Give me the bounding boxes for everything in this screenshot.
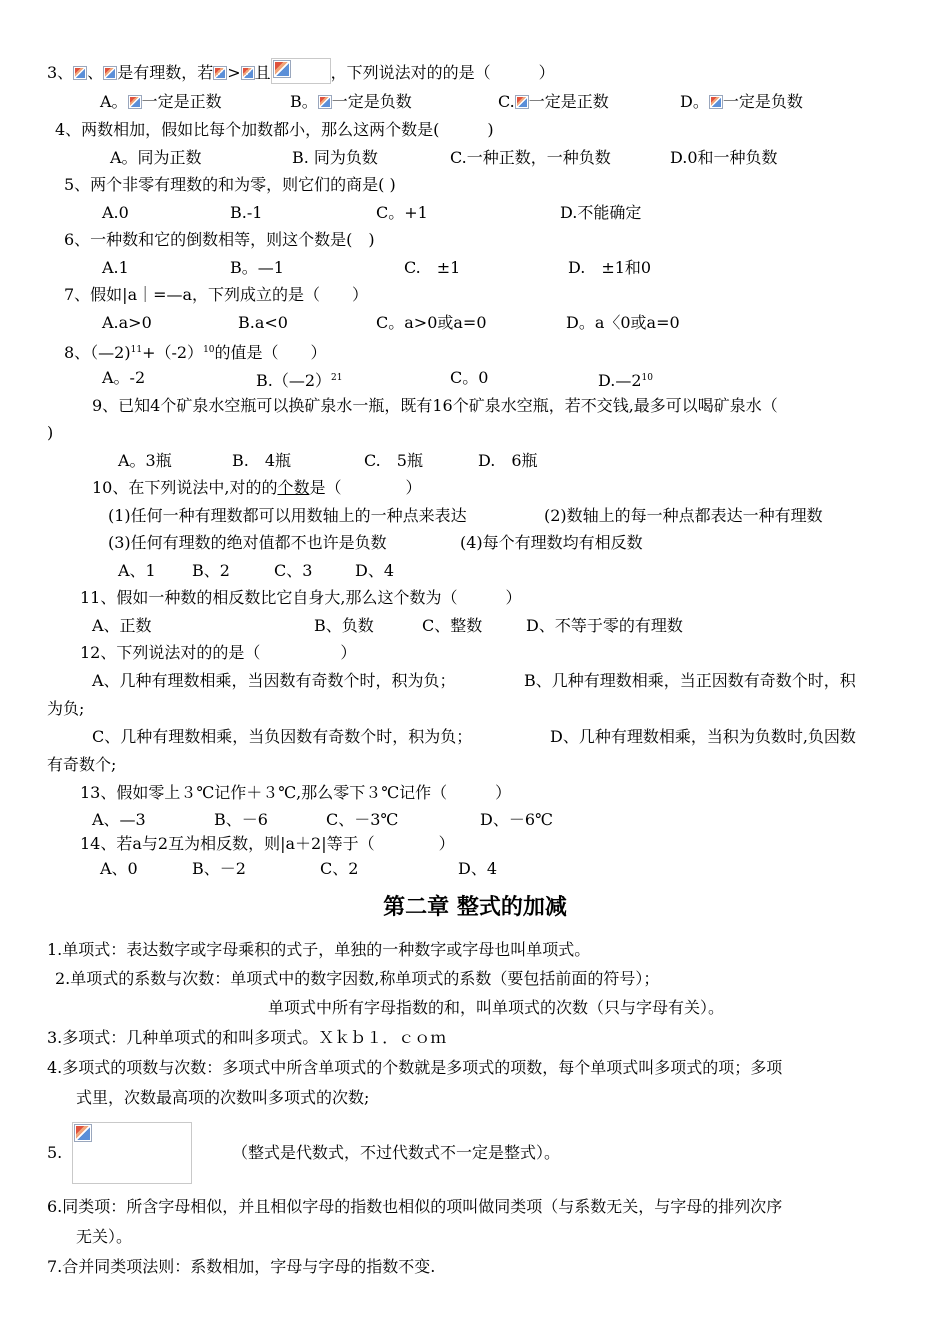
q7-option-c: C。a>0或a=0	[376, 313, 487, 332]
q9-option-b: B. 4瓶	[232, 451, 292, 470]
exponent: 10	[203, 345, 215, 355]
q12-option-c: C、几种有理数相乘，当负因数有奇数个时，积为负；	[92, 727, 473, 746]
q4-option-d: D.0和一种负数	[670, 148, 778, 167]
q8-stem: 8、$(—2)^{11}+(-2)^{10}$的值是（ ）	[64, 343, 327, 362]
q3-gt: >	[227, 63, 241, 82]
ch2-point-7: 7.合并同类项法则：系数相加，字母与字母的指数不变.	[47, 1257, 436, 1276]
ch2-point-6-cont: 无关）。	[76, 1227, 133, 1246]
q10-option-a: A、1	[118, 561, 156, 580]
q3-sep: 、	[87, 63, 104, 82]
q3-text-1: 是有理数，若	[117, 63, 214, 82]
q11-stem: 11、假如一种数的相反数比它自身大,那么这个数为（ ）	[80, 588, 522, 607]
q13-option-c: C、－3℃	[326, 810, 399, 829]
q13-stem: 13、假如零上３℃记作＋３℃,那么零下３℃记作（ ）	[80, 783, 512, 802]
q9-option-c: C. 5瓶	[364, 451, 423, 470]
broken-image-icon	[273, 60, 291, 78]
broken-image-icon	[103, 66, 117, 80]
broken-image-icon	[213, 66, 227, 80]
q6-stem: 6、一种数和它的倒数相等，则这个数是( )	[64, 230, 375, 249]
ch2-point-1: 1.单项式：表达数字或字母乘积的式子，单独的一种数字或字母也叫单项式。	[47, 940, 591, 959]
broken-image-icon	[73, 66, 87, 80]
q9-option-d: D. 6瓶	[478, 451, 538, 470]
q14-stem: 14、若a与2互为相反数，则|a＋2|等于（ ）	[80, 834, 455, 853]
chapter-title: 第二章 整式的加减	[383, 895, 567, 920]
q14-option-d: D、4	[458, 859, 498, 878]
q13-option-b: B、－6	[214, 810, 268, 829]
q4-option-b: B. 同为负数	[292, 148, 378, 167]
q12-option-d-cont: 有奇数个;	[47, 755, 117, 774]
q10-statement-3: (3)任何有理数的绝对值都不也许是负数	[108, 533, 387, 552]
q14-option-b: B、－2	[192, 859, 246, 878]
q12-option-b-cont: 为负;	[47, 699, 85, 718]
q13-option-a: A、—3	[92, 810, 146, 829]
q3-option-a: A。 一定是正数	[100, 92, 222, 111]
q10-statement-4: (4)每个有理数均有相反数	[460, 533, 643, 552]
ch2-point-2: 2.单项式的系数与次数：单项式中的数字因数,称单项式的系数（要包括前面的符号）；	[55, 969, 660, 988]
q9-stem: 9、已知4个矿泉水空瓶可以换矿泉水一瓶，既有16个矿泉水空瓶，若不交钱,最多可以喝矿泉水（	[92, 396, 778, 415]
ch2-point-5-number: 5.	[47, 1143, 63, 1162]
exponent: 11	[130, 345, 143, 355]
ch2-point-2-cont: 单项式中所有字母指数的和，叫单项式的次数（只与字母有关）。	[268, 998, 725, 1017]
q5-option-b: B.-1	[230, 203, 263, 222]
q7-option-d: D。a〈0或a=0	[566, 313, 680, 332]
ch2-point-5: （整式是代数式，不过代数式不一定是整式）。	[232, 1143, 561, 1162]
ch2-point-4-cont: 式里，次数最高项的次数叫多项式的次数;	[76, 1088, 370, 1107]
q10-option-d: D、4	[355, 561, 395, 580]
q7-option-a: A.a>0	[102, 313, 152, 332]
q3-stem	[47, 58, 555, 84]
q13-option-d: D、－6℃	[480, 810, 553, 829]
q11-option-c: C、整数	[422, 616, 483, 635]
q12-option-d: D、几种有理数相乘，当积为负数时,负因数	[550, 727, 856, 746]
q14-option-c: C、2	[320, 859, 359, 878]
q8-option-d: $D.—2^{10}$	[598, 371, 653, 390]
q3-number: 3、	[47, 63, 74, 82]
q11-option-a: A、正数	[92, 616, 152, 635]
q6-option-d: D. ±1和0	[568, 258, 652, 277]
broken-image-icon	[74, 1124, 92, 1142]
q9-option-a: A。3瓶	[118, 451, 172, 470]
q6-option-c: C. ±1	[404, 258, 461, 277]
q12-option-b: B、几种有理数相乘，当正因数有奇数个时，积	[524, 671, 856, 690]
q10-stem: 10、在下列说法中,对的的个数是（ ）	[92, 478, 422, 497]
broken-image-icon	[709, 95, 723, 109]
q5-option-a: A.0	[102, 203, 129, 222]
q10-option-c: C、3	[274, 561, 313, 580]
q5-option-d: D.不能确定	[560, 203, 642, 222]
q8-option-b: B.（—2）$^{21}$	[256, 371, 343, 390]
formula-image-frame	[271, 58, 331, 84]
broken-image-icon	[515, 95, 529, 109]
formula-image-frame	[72, 1122, 192, 1184]
q10-statement-1: (1)任何一种有理数都可以用数轴上的一种点来表达	[108, 506, 467, 525]
q12-stem: 12、下列说法对的的是（ ）	[80, 643, 357, 662]
broken-image-icon	[128, 95, 142, 109]
q3-option-b: B。 一定是负数	[290, 92, 412, 111]
ch2-point-6: 6.同类项：所含字母相似，并且相似字母的指数也相似的项叫做同类项（与系数无关，与字母的排列次序	[47, 1197, 783, 1216]
q8-option-c: C。0	[450, 368, 489, 387]
broken-image-icon	[241, 66, 255, 80]
q6-option-a: A.1	[102, 258, 129, 277]
q5-stem: 5、两个非零有理数的和为零，则它们的商是( )	[64, 175, 396, 194]
underlined-word: 个数	[277, 478, 310, 497]
broken-image-icon	[318, 95, 332, 109]
q9-stem-end: )	[47, 423, 54, 442]
q5-option-c: C。+1	[376, 203, 428, 222]
q10-statement-2: (2)数轴上的每一种点都表达一种有理数	[544, 506, 823, 525]
q11-option-d: D、不等于零的有理数	[526, 616, 683, 635]
q4-option-c: C.一种正数，一种负数	[450, 148, 611, 167]
q14-option-a: A、0	[100, 859, 138, 878]
q3-option-d: D。 一定是负数	[680, 92, 803, 111]
ch2-point-3: 3.多项式：几种单项式的和叫多项式。Ｘｋｂ１．ｃｏｍ	[47, 1028, 447, 1047]
q12-option-a: A、几种有理数相乘，当因数有奇数个时，积为负；	[92, 671, 456, 690]
q3-option-c: C. 一定是正数	[498, 92, 609, 111]
ch2-point-4: 4.多项式的项数与次数：多项式中所含单项式的个数就是多项式的项数，每个单项式叫多项式的项；多项	[47, 1058, 783, 1077]
q6-option-b: B。—1	[230, 258, 284, 277]
q7-stem: 7、假如|a｜=—a，下列成立的是（ ）	[64, 285, 369, 304]
q10-option-b: B、2	[192, 561, 230, 580]
q4-option-a: A。同为正数	[110, 148, 202, 167]
q8-option-a: A。-2	[102, 368, 146, 387]
q3-text-2: ，下列说法对的的是（ ）	[330, 63, 555, 82]
q7-option-b: B.a<0	[238, 313, 288, 332]
q11-option-b: B、负数	[314, 616, 374, 635]
q3-and: 且	[254, 63, 271, 82]
q4-stem: 4、两数相加，假如比每个加数都小，那么这两个数是( )	[55, 120, 494, 139]
